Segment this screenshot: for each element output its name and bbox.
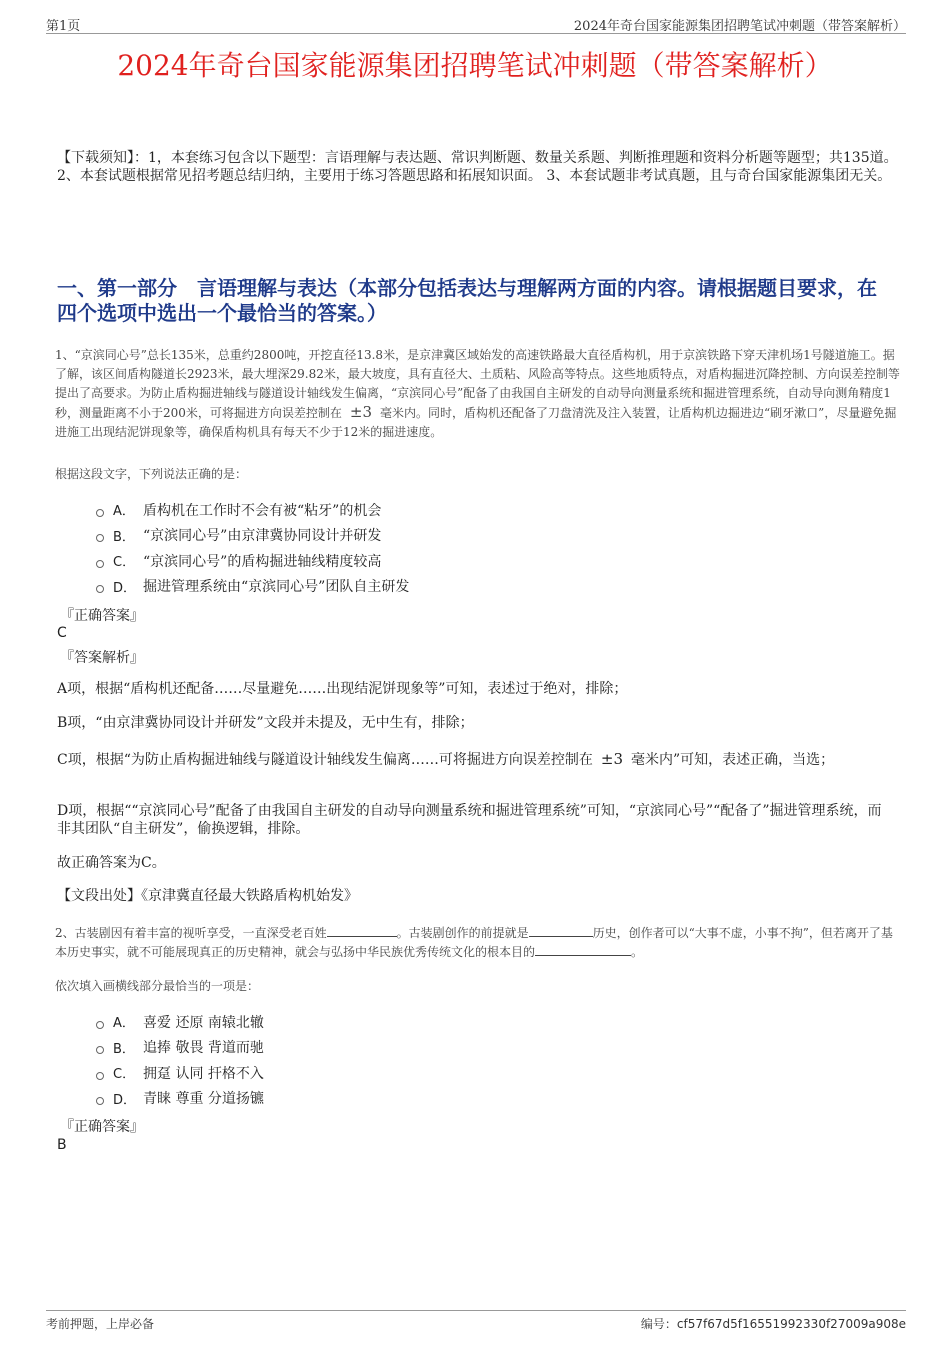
option-d[interactable]: D． 青睐 尊重 分道扬镳 xyxy=(96,1086,264,1112)
header-divider xyxy=(46,33,906,34)
option-d[interactable]: D． 掘进管理系统由“京滨同心号”团队自主研发 xyxy=(96,574,409,600)
question-1-text-b: 毫米内。同时，盾构机还配备了刀盘清洗及注入装置，让盾构机边掘进边“刷牙漱口”，尽量避免掘进施工出现结泥饼现象等，确保盾构机具有每天不少于12米的掘进速度。 xyxy=(55,406,897,439)
question-2-prompt: 依次填入画横线部分最恰当的一项是： xyxy=(55,979,260,993)
footer-slogan: 考前押题，上岸必备 xyxy=(46,1317,155,1331)
option-a[interactable]: A． 盾构机在工作时不会有被“粘牙”的机会 xyxy=(96,497,409,523)
header-doc-title: 2024年奇台国家能源集团招聘笔试冲刺题（带答案解析） xyxy=(573,19,906,34)
question-1-text-a: 1、“京滨同心号”总长135米，总重约2800吨，开挖直径13.8米，是京津冀区域始发的高速铁路最大直径盾构机，用于京滨铁路下穿天津机场1号隧道施工。据了解，该区间盾构隧道长2923米，最大埋深29.82米，最大坡度，具有直径大、土质粘、风险高等特点。这些地质特点，对盾构掘进沉降控制、方向误差控制等提出了高要求。为防止盾构掘进轴线与隧道设计轴线发生偏离，“京滨同心号”配备了由我国自主研发的自动导向测量系统和掘进管理系统，自动导向测角精度1秒，测量距离不小于200米，可将掘进方向误差控制在 xyxy=(55,348,900,420)
explanation-c: C项，根据“为防止盾构掘进轴线与隧道设计轴线发生偏离……可将掘进方向误差控制在 ±3 毫米内”可知，表述正确，当选； xyxy=(57,750,835,768)
option-b[interactable]: B． 追捧 敬畏 背道而驰 xyxy=(96,1035,264,1061)
radio-icon[interactable] xyxy=(96,1046,104,1054)
plus-minus-value: ±3 xyxy=(600,750,623,768)
explanation-b: B项，“由京津冀协同设计并研发”文段并未提及，无中生有，排除； xyxy=(57,715,474,731)
footer-code: 编号：cf57f67d5f16551992330f27009a908e xyxy=(640,1317,906,1331)
explanation-d: D项，根据““京滨同心号”配备了由我国自主研发的自动导向测量系统和掘进管理系统”可知，“京滨同心号”“配备了”掘进管理系统，而非其团队“自主研发”，偷换逻辑，排除。 xyxy=(57,803,882,837)
radio-icon[interactable] xyxy=(96,1097,104,1105)
blank-3 xyxy=(535,943,631,956)
explanation-a: A项，根据“盾构机还配备……尽量避免……出现结泥饼现象等”可知，表述过于绝对，排除； xyxy=(57,681,628,697)
question-2-passage: 2、古装剧因有着丰富的视听享受，一直深受老百姓 。古装剧创作的前提就是 历史，创作者可以“大事不虚，小事不拘”，但若离开了基本历史事实，就不可能展现真正的历史精神，就会与弘扬中华民族优秀传统文化的根本目的 。 xyxy=(55,926,893,959)
option-b[interactable]: B． “京滨同心号”由京津冀协同设计并研发 xyxy=(96,523,409,549)
correct-answer-value: C xyxy=(57,625,67,641)
page-title: 2024年奇台国家能源集团招聘笔试冲刺题（带答案解析） xyxy=(117,49,833,82)
radio-icon[interactable] xyxy=(96,509,104,517)
question-1-options xyxy=(96,497,409,599)
plus-minus-value: ±3 xyxy=(349,403,373,421)
option-c[interactable]: C． “京滨同心号”的盾构掘进轴线精度较高 xyxy=(96,548,409,574)
passage-source: 【文段出处】《京津冀直径最大铁路盾构机始发》 xyxy=(57,888,358,904)
option-a[interactable]: A． 喜爱 还原 南辕北辙 xyxy=(96,1009,264,1035)
radio-icon[interactable] xyxy=(96,1072,104,1080)
correct-answer-label: 『正确答案』 xyxy=(60,608,144,624)
section-heading: 一、第一部分 言语理解与表达（本部分包括表达与理解两方面的内容。请根据题目要求，在四个选项中选出一个最恰当的答案。） xyxy=(57,276,877,325)
blank-2 xyxy=(529,924,593,937)
correct-answer-label: 『正确答案』 xyxy=(60,1119,144,1135)
radio-icon[interactable] xyxy=(96,534,104,542)
question-1-passage xyxy=(55,346,904,442)
radio-icon[interactable] xyxy=(96,560,104,568)
analysis-label: 『答案解析』 xyxy=(60,650,144,666)
radio-icon[interactable] xyxy=(96,1021,104,1029)
question-2-options xyxy=(96,1009,264,1111)
download-notice: 【下载须知】：1，本套练习包含以下题型：言语理解与表达题、常识判断题、数量关系题、判断推理题和资料分析题等题型；共135道。 2、本套试题根据常见招考题总结归纳，主要用于练习答题思路和拓展知识面。 3、本套试题非考试真题，且与奇台国家能源集团无关。 xyxy=(57,150,898,184)
conclusion: 故正确答案为C。 xyxy=(57,855,166,871)
option-c[interactable]: C． 拥趸 认同 扞格不入 xyxy=(96,1060,264,1086)
question-1-prompt: 根据这段文字，下列说法正确的是： xyxy=(55,467,248,481)
header-page-number: 第1页 xyxy=(46,19,81,34)
correct-answer-value: B xyxy=(57,1137,67,1153)
footer-divider xyxy=(46,1310,906,1311)
blank-1 xyxy=(327,924,397,937)
radio-icon[interactable] xyxy=(96,585,104,593)
